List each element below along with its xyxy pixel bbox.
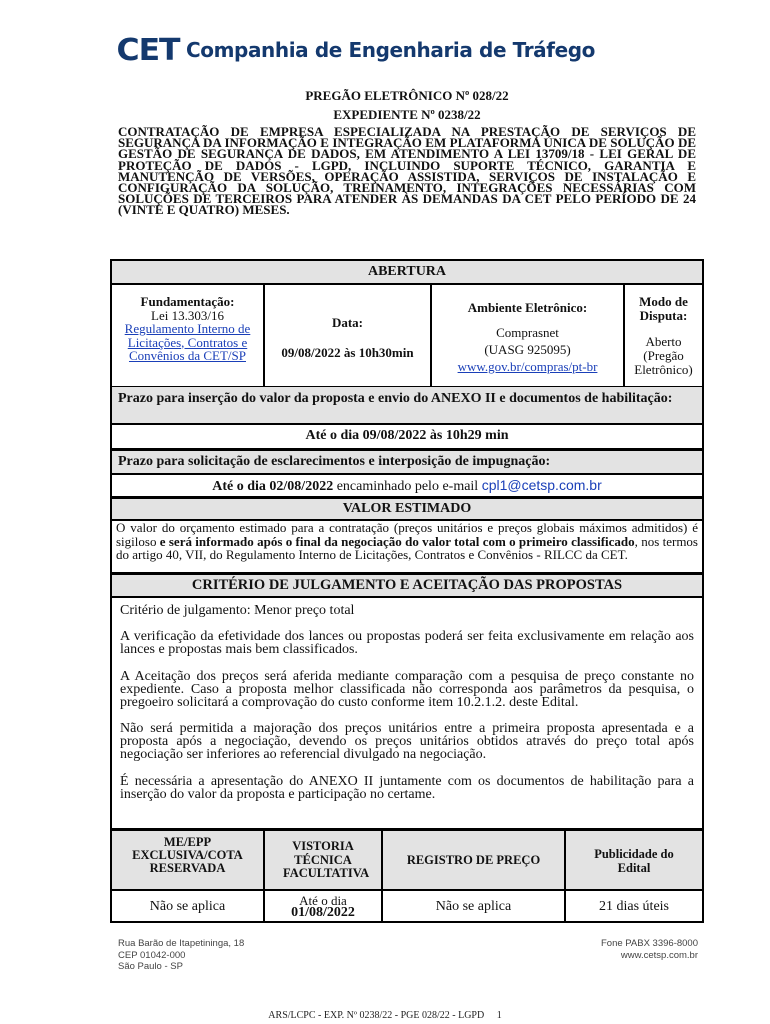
summary-value-registro: Não se aplica bbox=[435, 899, 512, 914]
vistoria-date: 01/08/2022 bbox=[291, 905, 355, 920]
address-line-2: CEP 01042-000 bbox=[118, 949, 186, 961]
summary-header-publicidade: Publicidade do Edital bbox=[594, 847, 674, 875]
criterio-p3: A Aceitação dos preços será aferida mediante comparação com a pesquisa de preço constante no expediente. Caso a proposta melhor classificada não corresponda aos parâmetros da pesquisa, o pregoeiro solicitará a comprovação do custo conforme item 10.2.1.2. deste Edital. bbox=[120, 669, 694, 710]
object-description: CONTRATAÇÃO DE EMPRESA ESPECIALIZADA NA PRESTAÇÃO DE SERVIÇOS DE SEGURANÇA DA INFORMAÇÃO E INTEGRAÇÃO EM PLATAFORMA ÚNICA DE SOLUÇÃO DE GESTÃO DE SEGURANÇA DE DADOS, EM ATENDIMENTO A LEI 13709/18 - LEI GERAL DE PROTEÇÃO DE DADOS - LGPD, INCLUINDO SUPORTE TÉCNICO, GARANTIA E MANUTENÇÃO DE VERSÕES, OPERAÇÃO ASSISTIDA, SERVIÇOS DE INSTALAÇÃO E CONFIGURAÇÃO DA SOLUÇÃO, TREINAMENTO, INTEGRAÇÕES NECESSÁRIAS COM SOLUÇÕES DE TERCEIROS PARA ATENDER ÀS DEMANDAS DA CET PELO PERÍODO DE 24 (VINTE E QUATRO) MESES. bbox=[118, 124, 696, 218]
summary-header-registro: REGISTRO DE PREÇO bbox=[406, 853, 541, 867]
prazo-esclarecimentos-value bbox=[112, 475, 702, 497]
data-cell bbox=[265, 285, 430, 386]
footer-reference: ARS/LCPC - EXP. Nº 0238/22 - PGE 028/22 - LGPD 1 bbox=[268, 1010, 502, 1021]
modo-label: Modo de Disputa: bbox=[639, 294, 688, 323]
modo-value-3: Eletrônico) bbox=[634, 362, 693, 377]
fundamentacao-lei: Lei 13.303/16 bbox=[151, 307, 224, 323]
criterio-p2: A verificação da efetividade dos lances ou propostas poderá ser feita exclusivamente em relação aos lances e propostas mais bem classificados. bbox=[120, 629, 694, 657]
prazo-esclarecimentos-box bbox=[110, 449, 704, 498]
comprasnet-link[interactable]: www.gov.br/compras/pt-br bbox=[457, 359, 598, 374]
abertura-heading: ABERTURA bbox=[112, 261, 702, 285]
ambiente-uasg: (UASG 925095) bbox=[484, 342, 571, 357]
ambiente-label: Ambiente Eletrônico: bbox=[467, 300, 588, 315]
company-name: Companhia de Engenharia de Tráfego bbox=[185, 38, 595, 62]
summary-value-me-epp: Não se aplica bbox=[149, 899, 226, 914]
summary-header-vistoria: VISTORIA TÉCNICA FACULTATIVA bbox=[283, 839, 370, 880]
address-line-1: Rua Barão de Itapetininga, 18 bbox=[118, 938, 245, 949]
prazo-proposta-value: Até o dia 09/08/2022 às 10h29 min bbox=[305, 428, 509, 443]
criterio-p4: Não será permitida a majoração dos preços unitários entre a primeira proposta apresentada e a proposta após a negociação, devendo os preços unitários obtidos através do preço total após negociação ser inferiores ao referencial divulgado na negociação. bbox=[120, 721, 694, 762]
criterio-p1: Critério de julgamento: Menor preço total bbox=[120, 603, 355, 618]
expediente-title: EXPEDIENTE Nº 0238/22 bbox=[333, 107, 481, 122]
criterio-p5: É necessária a apresentação do ANEXO II juntamente com os documentos de habilitação para a inserção do valor da proposta e participação no certame. bbox=[120, 774, 694, 802]
summary-table bbox=[110, 829, 704, 923]
criterio-heading: CRITÉRIO DE JULGAMENTO E ACEITAÇÃO DAS PROPOSTAS bbox=[112, 573, 702, 598]
footer-site[interactable]: www.cetsp.com.br bbox=[620, 949, 698, 961]
data-label: Data: bbox=[331, 315, 364, 330]
modo-cell bbox=[625, 285, 702, 386]
valor-estimado-heading: VALOR ESTIMADO bbox=[112, 497, 702, 521]
ambiente-name: Comprasnet bbox=[496, 325, 559, 340]
prazo-proposta-label: Prazo para inserção do valor da proposta e envio do ANEXO II e documentos de habilitação: bbox=[112, 387, 702, 425]
data-value: 09/08/2022 às 10h30min bbox=[281, 345, 414, 360]
footer-address bbox=[118, 938, 244, 973]
cet-logo-mark: CET bbox=[116, 32, 180, 68]
modo-value-2: (Pregão bbox=[643, 348, 684, 363]
fundamentacao-label: Fundamentação: bbox=[140, 294, 235, 309]
ambiente-cell bbox=[432, 285, 623, 386]
vistoria-prefix: Até o dia bbox=[299, 893, 347, 908]
modo-value-1: Aberto bbox=[645, 334, 682, 349]
prazo-esclarecimentos-label: Prazo para solicitação de esclarecimentos e interposição de impugnação: bbox=[112, 449, 702, 474]
summary-value-publicidade: 21 dias úteis bbox=[599, 899, 669, 914]
valor-estimado-text-1: O valor do orçamento estimado para a contratação (preços unitários e preços globais máximos admitidos) é sigiloso bbox=[116, 520, 698, 549]
prazo-proposta-box bbox=[110, 387, 704, 450]
valor-estimado-text bbox=[112, 521, 702, 562]
regulamento-link[interactable]: Regulamento Interno de Licitações, Contratos e Convênios da CET/SP bbox=[124, 321, 251, 363]
pregao-title: PREGÃO ELETRÔNICO Nº 028/22 bbox=[305, 88, 509, 103]
footer-contact bbox=[601, 938, 698, 961]
abertura-box bbox=[110, 259, 704, 388]
criterio-box bbox=[110, 573, 704, 830]
footer-phone: Fone PABX 3396-8000 bbox=[600, 938, 698, 949]
email-link[interactable]: cpl1@cetsp.com.br bbox=[481, 477, 602, 493]
fundamentacao-cell bbox=[112, 285, 263, 386]
valor-estimado-text-bold: e será informado após o final da negociação do valor total com o primeiro classificado bbox=[159, 533, 635, 549]
esclarecimentos-text: encaminhado pelo e-mail bbox=[333, 479, 482, 494]
esclarecimentos-deadline: Até o dia 02/08/2022 bbox=[212, 479, 334, 494]
summary-value-vistoria bbox=[265, 891, 381, 921]
summary-header-me-epp: ME/EPP EXCLUSIVA/COTA RESERVADA bbox=[132, 835, 243, 875]
valor-estimado-box bbox=[110, 497, 704, 574]
address-line-3: São Paulo - SP bbox=[118, 961, 183, 972]
valor-estimado-text-2: , nos termos do artigo 40, VII, do Regulamento Interno de Licitações, Contratos e Convênios - RILCC da CET. bbox=[116, 533, 698, 562]
company-logo bbox=[118, 32, 595, 68]
